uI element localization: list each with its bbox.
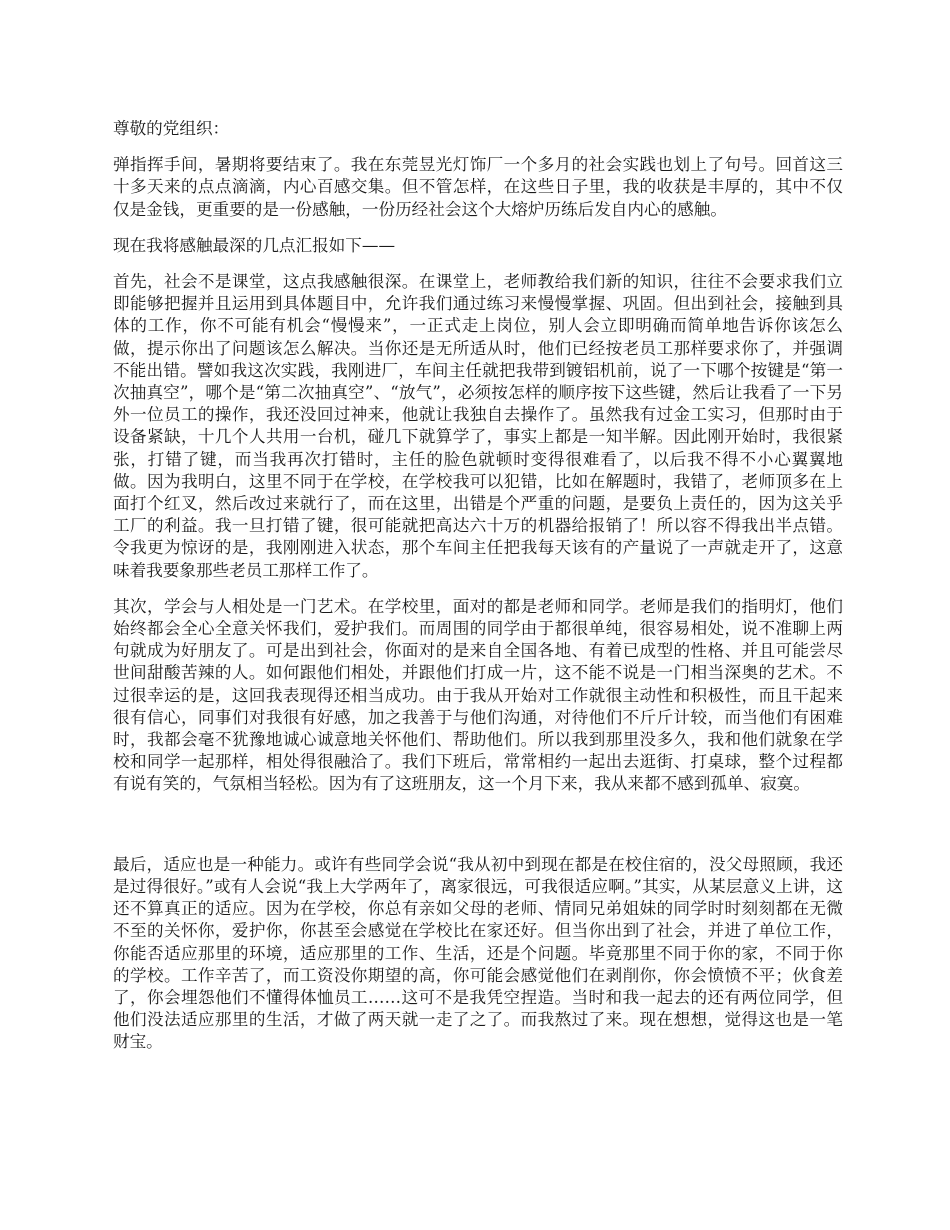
paragraph-opening: 弹指挥手间，暑期将要结束了。我在东莞昱光灯饰厂一个多月的社会实践也划上了句号。回首这三十多天来的点点滴滴，内心百感交集。但不管怎样，在这些日子里，我的收获是丰厚的，其中不仅仅是金钱，更重要的是一份感触，一份历经社会这个大熔炉历练后发自内心的感触。 [113,155,843,219]
salutation: 尊敬的党组织： [113,119,230,138]
paragraph-second-point: 其次，学会与人相处是一门艺术。在学校里，面对的都是老师和同学。老师是我们的指明灯，他们始终都会全心全意关怀我们，爱护我们。而周围的同学由于都很单纯，很容易相处，说不准聊上两句就成为好朋友了。可是出到社会，你面对的是来自全国各地、有着已成型的性格、并且可能尝尽世间甜酸苦辣的人。如何跟他们相处，并跟他们打成一片，这不能不说是一门相当深奥的艺术。不过很幸运的是，这回我表现得还相当成功。由于我从开始对工作就很主动性和积极性，而且干起来很有信心，同事们对我很有好感，加之我善于与他们沟通，对待他们不斤斤计较，而当他们有困难时，我都会毫不犹豫地诚心诚意地关怀他们、帮助他们。所以我到那里没多久，我和他们就象在学校和同学一起那样，相处得很融洽了。我们下班后，常常相约一起出去逛街、打桌球，整个过程都有说有笑的，气氛相当轻松。因为有了这班朋友，这一个月下来，我从来都不感到孤单、寂寞。 [113,596,843,794]
paragraph-intro: 现在我将感触最深的几点汇报如下—— [113,235,396,255]
paragraph-first-point: 首先，社会不是课堂，这点我感触很深。在课堂上，老师教给我们新的知识，往往不会要求我们立即能够把握并且运用到具体题目中，允许我们通过练习来慢慢掌握、巩固。但出到社会，接触到具体的工作，你不可能有机会“慢慢来”，一正式走上岗位，别人会立即明确而简单地告诉你该怎么做，提示你出了问题该怎么解决。当你还是无所适从时，他们已经按老员工那样要求你了，并强调不能出错。譬如我这次实践，我刚进厂，车间主任就把我带到镀铝机前，说了一下哪个按键是“第一次抽真空”，哪个是“第二次抽真空”、“放气”，必须按怎样的顺序按下这些键，然后让我看了一下另外一位员工的操作，我还没回过神来，他就让我独自去操作了。虽然我有过金工实习，但那时由于设备紧缺，十几个人共用一台机，碰几下就算学了，事实上都是一知半解。因此刚开始时，我很紧张，打错了键，而当我再次打错时，主任的脸色就顿时变得很难看了，以后我不得不小心翼翼地做。因为我明白，这里不同于在学校，在学校我可以犯错，比如在解题时，我错了，老师顶多在上面打个红叉，然后改过来就行了，而在这里，出错是个严重的问题，是要负上责任的，因为这关乎工厂的利益。我一旦打错了键，很可能就把高达六十万的机器给报销了！所以容不得我出半点错。令我更为惊讶的是，我刚刚进入状态，那个车间主任把我每天该有的产量说了一声就走开了，这意味着我要象那些老员工那样工作了。 [113,272,843,580]
paragraph-third-point: 最后，适应也是一种能力。或许有些同学会说“我从初中到现在都是在校住宿的，没父母照顾，我还是过得很好。”或有人会说“我上大学两年了，离家很远，可我很适应啊。”其实，从某层意义上讲，这还不算真正的适应。因为在学校，你总有亲如父母的老师、情同兄弟姐妹的同学时时刻刻都在无微不至的关怀你，爱护你，你甚至会感觉在学校比在家还好。但当你出到了社会，并进了单位工作，你能否适应那里的环境，适应那里的工作、生活，还是个问题。毕竟那里不同于你的家，不同于你的学校。工作辛苦了，而工资没你期望的高，你可能会感觉他们在剥削你，你会愤愤不平；伙食差了，你会埋怨他们不懂得体恤员工……这可不是我凭空捏造。当时和我一起去的还有两位同学，但他们没法适应那里的生活，才做了两天就一走了之了。而我熬过了来。现在想想，觉得这也是一笔财宝。 [113,854,843,1052]
document-body [113,118,843,1054]
